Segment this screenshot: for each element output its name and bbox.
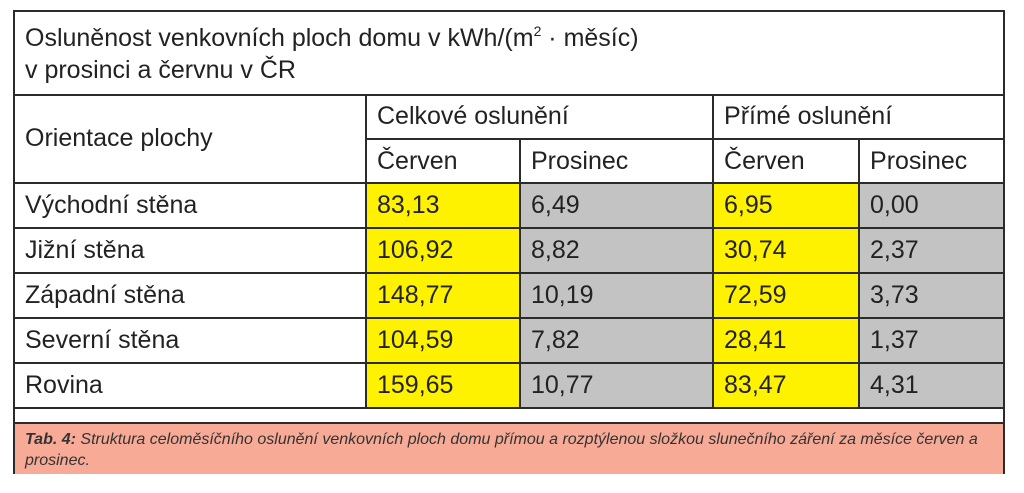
value-cell: 6,95 [713, 183, 859, 228]
value-cell: 28,41 [713, 318, 859, 363]
month-header: Červen [713, 139, 859, 183]
value-cell: 72,59 [713, 273, 859, 318]
month-header: Červen [366, 139, 520, 183]
value-cell: 148,77 [366, 273, 520, 318]
value-cell: 83,13 [366, 183, 520, 228]
month-header: Prosinec [859, 139, 1003, 183]
header-row-groups [15, 95, 1003, 139]
value-cell: 106,92 [366, 228, 520, 273]
value-cell: 104,59 [366, 318, 520, 363]
title-superscript: 2 [533, 23, 542, 39]
value-cell: 1,37 [859, 318, 1003, 363]
row-label: Rovina [15, 363, 366, 408]
value-cell: 4,31 [859, 363, 1003, 408]
table-row [15, 228, 1003, 273]
table-frame [13, 10, 1005, 474]
row-header-cell: Orientace plochy [15, 95, 366, 183]
value-cell: 2,37 [859, 228, 1003, 273]
group-header-direct: Přímé oslunění [713, 95, 1003, 139]
group-header-total: Celkové oslunění [366, 95, 713, 139]
month-header: Prosinec [520, 139, 713, 183]
row-label: Jižní stěna [15, 228, 366, 273]
value-cell: 8,82 [520, 228, 713, 273]
table-row [15, 363, 1003, 408]
value-cell: 30,74 [713, 228, 859, 273]
value-cell: 3,73 [859, 273, 1003, 318]
table-row [15, 273, 1003, 318]
caption-label: Tab. 4: [25, 431, 76, 448]
value-cell: 0,00 [859, 183, 1003, 228]
table-caption [15, 422, 1003, 474]
table-row [15, 183, 1003, 228]
table-title [15, 12, 1003, 96]
value-cell: 6,49 [520, 183, 713, 228]
row-label: Severní stěna [15, 318, 366, 363]
value-cell: 159,65 [366, 363, 520, 408]
row-label: Západní stěna [15, 273, 366, 318]
value-cell: 10,19 [520, 273, 713, 318]
data-table [15, 95, 1003, 409]
title-line2: v prosinci a červnu v ČR [25, 56, 296, 84]
table-row [15, 318, 1003, 363]
title-line1-post: · měsíc) [541, 24, 639, 52]
title-line1-pre: Osluněnost venkovních ploch domu v kWh/(m [25, 24, 534, 52]
value-cell: 10,77 [520, 363, 713, 408]
caption-text: Struktura celoměsíčního oslunění venkovních ploch domu přímou a rozptýlenou složkou slunečního záření za měsíce červen a prosinec. [25, 431, 978, 469]
value-cell: 83,47 [713, 363, 859, 408]
row-label: Východní stěna [15, 183, 366, 228]
value-cell: 7,82 [520, 318, 713, 363]
